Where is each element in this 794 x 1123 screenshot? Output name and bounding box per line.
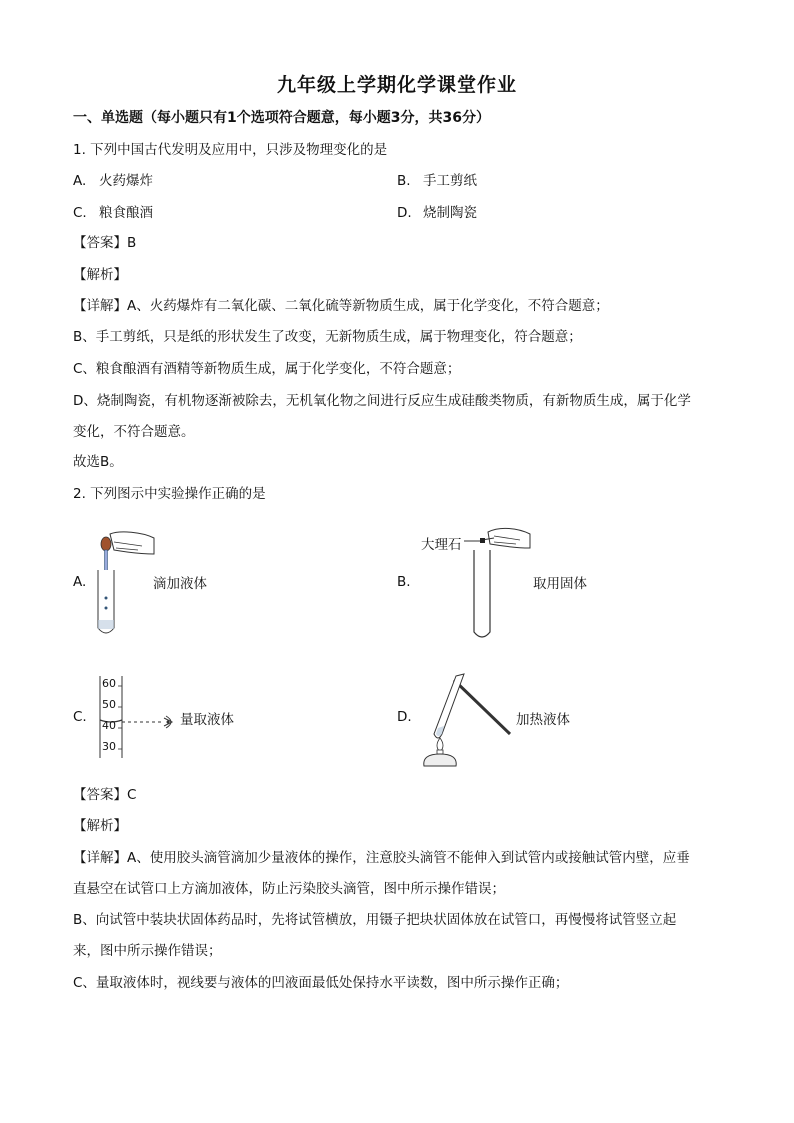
alcohol-lamp xyxy=(424,754,456,766)
q2-option-a-caption: 滴加液体 xyxy=(153,576,207,592)
tweezers-tube-figure xyxy=(464,524,536,642)
q2-option-c-letter: C. xyxy=(73,709,87,725)
q2-detail-line: 直悬空在试管口上方滴加液体，防止污染胶头滴管，图中所示操作错误； xyxy=(73,881,505,897)
graduated-cylinder-figure xyxy=(92,674,188,760)
detail-tag: 【详解】 xyxy=(73,850,127,866)
q1-analysis-tag: 【解析】 xyxy=(73,267,127,283)
option-text: 火药爆炸 xyxy=(99,173,153,189)
dropper-bulb xyxy=(101,537,111,551)
q1-option-c xyxy=(73,203,153,223)
q2-detail-line xyxy=(73,848,690,868)
q1-detail-line: 变化，不符合题意。 xyxy=(73,424,195,440)
option-letter: D. xyxy=(397,205,412,221)
answer-value: C xyxy=(127,787,137,803)
q2-option-b-letter: B. xyxy=(397,574,411,590)
q2-analysis-tag: 【解析】 xyxy=(73,818,127,834)
q1-option-d xyxy=(397,203,477,223)
q2-detail-line: 来，图中所示操作错误； xyxy=(73,943,222,959)
detail-text: A、使用胶头滴管滴加少量液体的操作，注意胶头滴管不能伸入到试管内或接触试管内壁，应垂 xyxy=(127,850,690,866)
q1-option-b xyxy=(397,171,477,191)
answer-tag: 【答案】 xyxy=(73,787,127,803)
tick-label: 40 xyxy=(102,719,116,732)
q2-option-b-caption: 取用固体 xyxy=(533,576,587,592)
q1-detail-line: C、粮食酿酒有酒精等新物质生成，属于化学变化，不符合题意； xyxy=(73,361,461,377)
q2-option-d-letter: D. xyxy=(397,709,412,725)
q1-conclusion: 故选B。 xyxy=(73,454,123,470)
dropper-tube-figure xyxy=(92,528,160,640)
q1-detail-line: B、手工剪纸，只是纸的形状发生了改变，无新物质生成，属于物理变化，符合题意； xyxy=(73,329,582,345)
q2-detail-line: B、向试管中装块状固体药品时，先将试管横放，用镊子把块状固体放在试管口，再慢慢将试管竖立起 xyxy=(73,912,677,928)
marble-chip xyxy=(480,538,485,543)
q2-option-a-letter: A. xyxy=(73,574,87,590)
q1-detail-line: D、烧制陶瓷，有机物逐渐被除去，无机氧化物之间进行反应生成硅酸类物质，有新物质生成，属于化学 xyxy=(73,393,691,409)
q2-option-b-callout: 大理石 xyxy=(421,537,462,553)
tick-label: 50 xyxy=(102,698,116,711)
tube-holder xyxy=(454,680,510,734)
answer-value: B xyxy=(127,235,137,251)
q2-option-c-caption: 量取液体 xyxy=(180,712,234,728)
q1-detail-line xyxy=(73,296,609,316)
option-text: 粮食酿酒 xyxy=(99,205,153,221)
option-text: 手工剪纸 xyxy=(423,173,477,189)
section-heading: 一、单选题（每小题只有1个选项符合题意，每小题3分，共36分） xyxy=(73,110,490,126)
q1-option-a xyxy=(73,171,153,191)
detail-text: A、火药爆炸有二氧化碳、二氧化硫等新物质生成，属于化学变化，不符合题意； xyxy=(127,298,609,314)
option-letter: C. xyxy=(73,205,87,221)
option-text: 烧制陶瓷 xyxy=(423,205,477,221)
test-tube xyxy=(474,550,490,637)
heating-tube-figure xyxy=(418,672,518,768)
q1-answer xyxy=(73,233,136,253)
option-letter: B. xyxy=(397,173,411,189)
page-title: 九年级上学期化学课堂作业 xyxy=(276,74,517,96)
question-1-stem: 1. 下列中国古代发明及应用中，只涉及物理变化的是 xyxy=(73,142,388,158)
detail-tag: 【详解】 xyxy=(73,298,127,314)
hand-shape xyxy=(110,532,154,554)
q2-answer xyxy=(73,785,136,805)
option-letter: A. xyxy=(73,173,87,189)
question-2-stem: 2. 下列图示中实验操作正确的是 xyxy=(73,486,266,502)
tick-label: 60 xyxy=(102,677,116,690)
q2-detail-line: C、量取液体时，视线要与液体的凹液面最低处保持水平读数，图中所示操作正确； xyxy=(73,975,569,991)
q2-option-d-caption: 加热液体 xyxy=(516,712,570,728)
tick-label: 30 xyxy=(102,740,116,753)
answer-tag: 【答案】 xyxy=(73,235,127,251)
